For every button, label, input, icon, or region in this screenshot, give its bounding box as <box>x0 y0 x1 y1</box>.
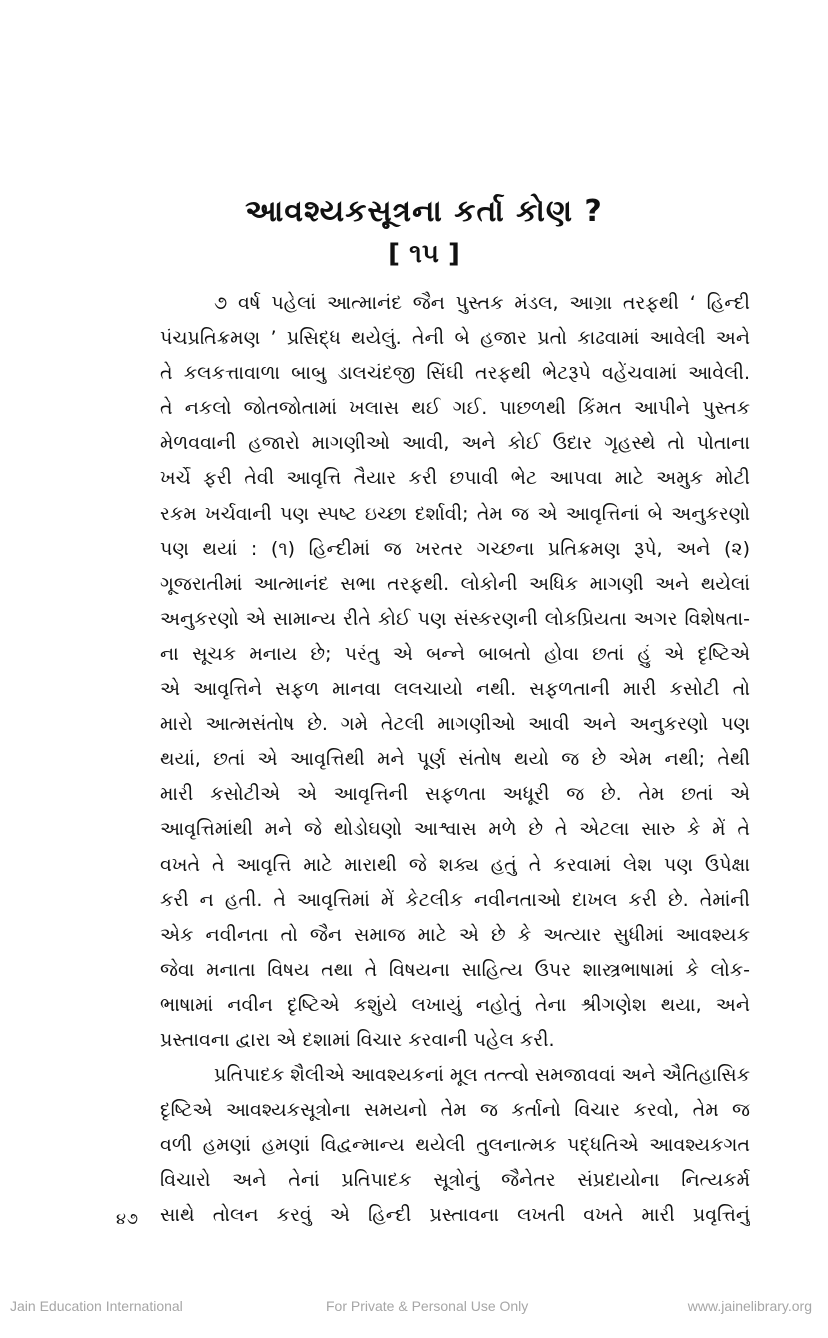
chapter-heading <box>0 190 828 274</box>
text-line: વિચારો અને તેનાં પ્રતિપાદક સૂત્રોનું જૈનેતર સંપ્રદાયોના નિત્યકર્મ <box>160 1169 750 1192</box>
text-line: રકમ ખર્ચવાની પણ સ્પષ્ટ ઇચ્છા દર્શાવી; તેમ જ એ આવૃત્તિનાં બે અનુકરણો <box>160 502 750 525</box>
text-line: ના સૂચક મનાય છે; પરંતુ એ બન્ને બાબતો હોવા છતાં હું એ દૃષ્ટિએ <box>160 642 750 665</box>
footer-website: www.jainelibrary.org <box>687 1298 812 1314</box>
text-line: સાથે તોલન કરવું એ હિન્દી પ્રસ્તાવના લખતી વખતે મારી પ્રવૃત્તિનું <box>160 1204 750 1227</box>
text-line: એ આવૃત્તિને સફળ માનવા લલચાયો નથી. સફળતાની મારી કસોટી તો <box>160 678 750 701</box>
text-line: પ્રસ્તાવના દ્વારા એ દશામાં વિચાર કરવાની પહેલ કરી. <box>160 1028 555 1051</box>
footer-publisher: Jain Education International <box>10 1298 183 1314</box>
text-line: અનુકરણો એ સામાન્ય રીતે કોઈ પણ સંસ્કરણની લોકપ્રિયતા અગર વિશેષતા- <box>160 607 750 630</box>
chapter-number: [ ૧૫ ] <box>388 239 460 269</box>
text-line: આવૃત્તિમાંથી મને જે થોડોઘણો આશ્વાસ મળે છે તે એટલા સારુ કે મેં તે <box>160 818 750 841</box>
text-line: દૃષ્ટિએ આવશ્યકસૂત્રોના સમયનો તેમ જ કર્તાનો વિચાર કરવો, તેમ જ <box>160 1099 750 1122</box>
text-line: પંચપ્રતિક્રમણ ’ પ્રસિદ્ધ થયેલું. તેની બે હજાર પ્રતો કાઢવામાં આવેલી અને <box>160 327 750 350</box>
paragraph-2 <box>106 1058 750 1233</box>
text-line: કરી ન હતી. તે આવૃત્તિમાં મેં કેટલીક નવીનતાઓ દાખલ કરી છે. તેમાંની <box>160 888 750 911</box>
text-line: ૭ વર્ષ પહેલાં આત્માનંદ જૈન પુસ્તક મંડલ, આગ્રા તરફથી ‘ હિન્દી <box>214 292 750 314</box>
body-text <box>106 286 750 1234</box>
footer-usage-note: For Private & Personal Use Only <box>326 1298 529 1314</box>
footer <box>0 1298 828 1318</box>
text-line: પ્રતિપાદક શૈલીએ આવશ્યકનાં મૂલ તત્ત્વો સમજાવવાં અને ઐતિહાસિક <box>214 1064 750 1087</box>
paragraph-1 <box>106 286 750 1058</box>
text-line: ખર્ચે ફરી તેવી આવૃત્તિ તૈયાર કરી છપાવી ભેટ આપવા માટે અમુક મોટી <box>160 467 750 490</box>
text-line: મેળવવાની હજારો માગણીઓ આવી, અને કોઈ ઉદાર ગૃહસ્થે તો પોતાના <box>160 432 750 455</box>
text-line: થયાં, છતાં એ આવૃત્તિથી મને પૂર્ણ સંતોષ થયો જ છે એમ નથી; તેથી <box>160 748 750 771</box>
text-line: તે કલકત્તાવાળા બાબુ ડાલચંદજી સિંઘી તરફથી ભેટરૂપે વહેંચવામાં આવેલી. <box>160 362 750 385</box>
text-line: ભાષામાં નવીન દૃષ્ટિએ કશુંયે લખાયું નહોતું તેના શ્રીગણેશ થયા, અને <box>160 993 750 1016</box>
text-line: મારી કસોટીએ એ આવૃત્તિની સફળતા અધૂરી જ છે. તેમ છતાં એ <box>160 783 750 806</box>
page-title: આવશ્યકસૂત્રના કર્તા કોણ ? <box>245 194 603 229</box>
text-line: તે નકલો જોતજોતામાં ખલાસ થઈ ગઈ. પાછળથી કિંમત આપીને પુસ્તક <box>160 397 750 420</box>
text-line: જેવા મનાતા વિષય તથા તે વિષયના સાહિત્ય ઉપર શાસ્ત્રભાષામાં કે લોક- <box>160 958 750 981</box>
text-line: મારો આત્મસંતોષ છે. ગમે તેટલી માગણીઓ આવી અને અનુકરણો પણ <box>160 713 750 736</box>
text-line: ગૂજરાતીમાં આત્માનંદ સભા તરફથી. લોકોની અધિક માગણી અને થયેલાં <box>160 572 750 595</box>
text-line: વખતે તે આવૃત્તિ માટે મારાથી જે શક્ય હતું તે કરવામાં લેશ પણ ઉપેક્ષા <box>160 853 750 876</box>
text-line: વળી હમણાં હમણાં વિદ્વન્માન્ય થયેલી તુલનાત્મક પદ્ધતિએ આવશ્યકગત <box>160 1134 750 1157</box>
text-line: પણ થયાં : (૧) હિન્દીમાં જ ખરતર ગચ્છના પ્રતિક્રમણ રૂપે, અને (૨) <box>160 537 750 560</box>
text-line: એક નવીનતા તો જૈન સમાજ માટે એ છે કે અત્યાર સુધીમાં આવશ્યક <box>160 923 750 946</box>
page-number: ૪૭ <box>116 1209 140 1228</box>
